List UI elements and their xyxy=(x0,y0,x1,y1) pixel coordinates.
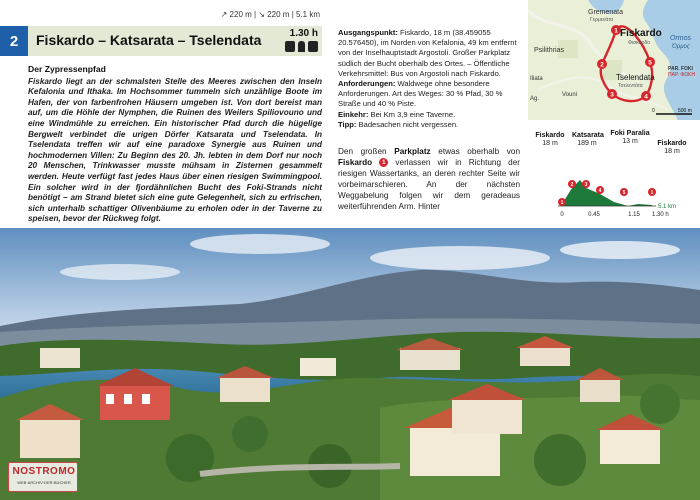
elevation-profile xyxy=(528,132,700,228)
profile-point-3 xyxy=(582,180,590,188)
landscape-photo xyxy=(0,228,700,500)
profile-station-4: Fiskardo 18 m xyxy=(657,140,687,155)
transport-icons xyxy=(285,41,318,52)
map-label-gremenata: Gremenata xyxy=(588,9,624,16)
svg-text:3: 3 xyxy=(584,182,588,188)
pedestrian-icon xyxy=(298,41,305,52)
profile-point-6 xyxy=(648,188,656,196)
profile-point-1 xyxy=(558,198,566,206)
svg-text:1: 1 xyxy=(650,190,654,196)
map-label-iliata: Iliata xyxy=(530,76,543,82)
map-label-ormos-gr: Όρμος xyxy=(672,44,690,50)
svg-text:5: 5 xyxy=(622,190,626,196)
profile-point-4 xyxy=(596,186,604,194)
map-label-fiskardo-gr: Φισκάρδο xyxy=(628,40,650,46)
profile-tick-1: 0 xyxy=(560,212,564,218)
map-label-foki-gr: ΠΑΡ. ΦΩΚΗ xyxy=(668,72,696,78)
fact-refreshment: Einkehr: Bei Km 3,9 eine Taverne. xyxy=(338,109,456,119)
map-label-fiskardo: Fiskardo xyxy=(620,28,662,39)
logo-tagline: WEB·ARCHIV·DER·BÜCHER xyxy=(17,480,71,485)
map-label-tselendata: Tselendata xyxy=(616,73,655,82)
route-number: 2 xyxy=(0,26,28,56)
facts-column xyxy=(338,28,520,130)
map-label-vouni: Vouni xyxy=(562,92,578,98)
map-label-psilithrias: Psilithrias xyxy=(534,47,564,54)
profile-tick-2: 0.45 xyxy=(588,212,600,218)
svg-text:4: 4 xyxy=(598,188,602,194)
map-label-foki: PAR. FOKI xyxy=(668,66,693,72)
svg-text:1: 1 xyxy=(614,27,618,35)
intro-text: Fiskardo liegt an der schmalsten Stelle des Meeres zwischen den Inseln Kefalonia und Ithaka. Im Hochsommer tummeln sich unzählige Boote im Hafen, der von farbenfrohen Häusern umgeben ist. Von dort bereist man auf, um die Höhle der Nymphen, die Ruinen des Weilers Spiliovouno und eine Windmühle zu erreichen. Ein historischer Pfad durch die hügelige Bergwelt verbindet die urigen Dörfer Katsarata und Tselendata. In Tselendata treffen wir auf eine paradoxe Synergie aus Ruinen und hochmodernen Villen: Zu Beginn des 20. Jh. lebten in dem Dorf nur noch 20 Menschen, Trinkwasser musste mühsam in Zisternen gesammelt werden. Heute verfügt fast jedes Haus über einen riesigen Swimmingpool. Ein solcher wird in der fjordähnlichen Bucht des Foki-Strands nicht benötigt – am Strand bietet sich eine gute Gelegenheit, sich zu erfrischen, sich unterhalb schattiger Olivenbäume zu erholen oder in der Taverne zu speisen, bevor der Rückweg folgt. xyxy=(28,76,322,224)
photo-svg xyxy=(0,228,700,500)
map-scale-label: 500 m xyxy=(678,108,692,114)
svg-text:5: 5 xyxy=(648,59,652,67)
profile-point-5 xyxy=(620,188,628,196)
profile-station-1: Fiskardo 18 m xyxy=(535,132,565,147)
profile-tick-4: 1.30 h xyxy=(652,212,669,218)
intro-subheading: Der Zypressenpfad xyxy=(28,64,106,74)
map-point-5 xyxy=(645,57,655,67)
profile-tick-3: 1.15 xyxy=(628,212,640,218)
map-scale-zero: 0 xyxy=(652,108,655,114)
fact-tip: Tipp: Badesachen nicht vergessen. xyxy=(338,119,459,129)
svg-text:4: 4 xyxy=(644,93,648,101)
profile-distance: 5.1 km xyxy=(658,204,677,210)
fact-start: Ausgangspunkt: Fiskardo, 18 m (38.459055 20.576450), im Norden von Kefalonia, 49 km entfernt von der Inselhauptstadt Argostoli. Großer Parkplatz südlich der Bucht oberhalb des Ortes. – Öffentliche Verkehrsmittel: Bus von Argostoli nach Fiskardo. xyxy=(338,28,517,78)
svg-text:1: 1 xyxy=(560,200,564,206)
map-point-2 xyxy=(597,59,607,69)
route-stats: ↗ 220 m | ↘ 220 m | 5.1 km xyxy=(220,10,320,19)
profile-station-2: Katsarata 189 m xyxy=(572,132,604,147)
svg-text:2: 2 xyxy=(570,182,574,188)
page-title: Fiskardo – Katsarata – Tselendata xyxy=(36,32,262,48)
profile-station-3: Foki Paralia 13 m xyxy=(610,130,650,145)
map-label-ag: Ag. xyxy=(530,96,540,102)
svg-text:2: 2 xyxy=(600,61,604,69)
logo-name: NOSTROMO xyxy=(12,466,76,477)
duration: 1.30 h xyxy=(289,28,318,39)
profile-svg xyxy=(528,132,700,228)
waypoint-badge: 1 xyxy=(379,158,388,167)
map-point-3 xyxy=(607,89,617,99)
map-point-4 xyxy=(641,91,651,101)
car-icon xyxy=(308,41,318,52)
title-bar xyxy=(0,26,322,56)
profile-point-2 xyxy=(568,180,576,188)
map-svg xyxy=(528,0,700,120)
map-label-tselendata-gr: Τσελεντάτα xyxy=(618,83,643,89)
svg-text:3: 3 xyxy=(610,91,614,99)
bus-icon xyxy=(285,41,295,52)
map-label-gremenata-gr: Γερμενάτα xyxy=(590,17,614,23)
fact-requirements: Anforderungen: Waldwege ohne besondere Anforderungen. Art des Weges: 30 % Pfad, 30 % Straße und 40 % Piste. xyxy=(338,79,503,109)
map-label-ormos: Ormos xyxy=(670,35,691,42)
intro-column xyxy=(28,64,322,225)
route-map xyxy=(528,0,700,120)
route-description: Den großen Parkplatz etwas oberhalb von Fiskardo 1 verlassen wir in Richtung der riesigen Wassertanks, an deren rechter Seite wir vorbeimarschieren. An der nächsten Weggabelung folgen wir dem geradeaus weiterführenden Arm. Hinter xyxy=(338,147,520,211)
publisher-logo xyxy=(8,462,78,492)
